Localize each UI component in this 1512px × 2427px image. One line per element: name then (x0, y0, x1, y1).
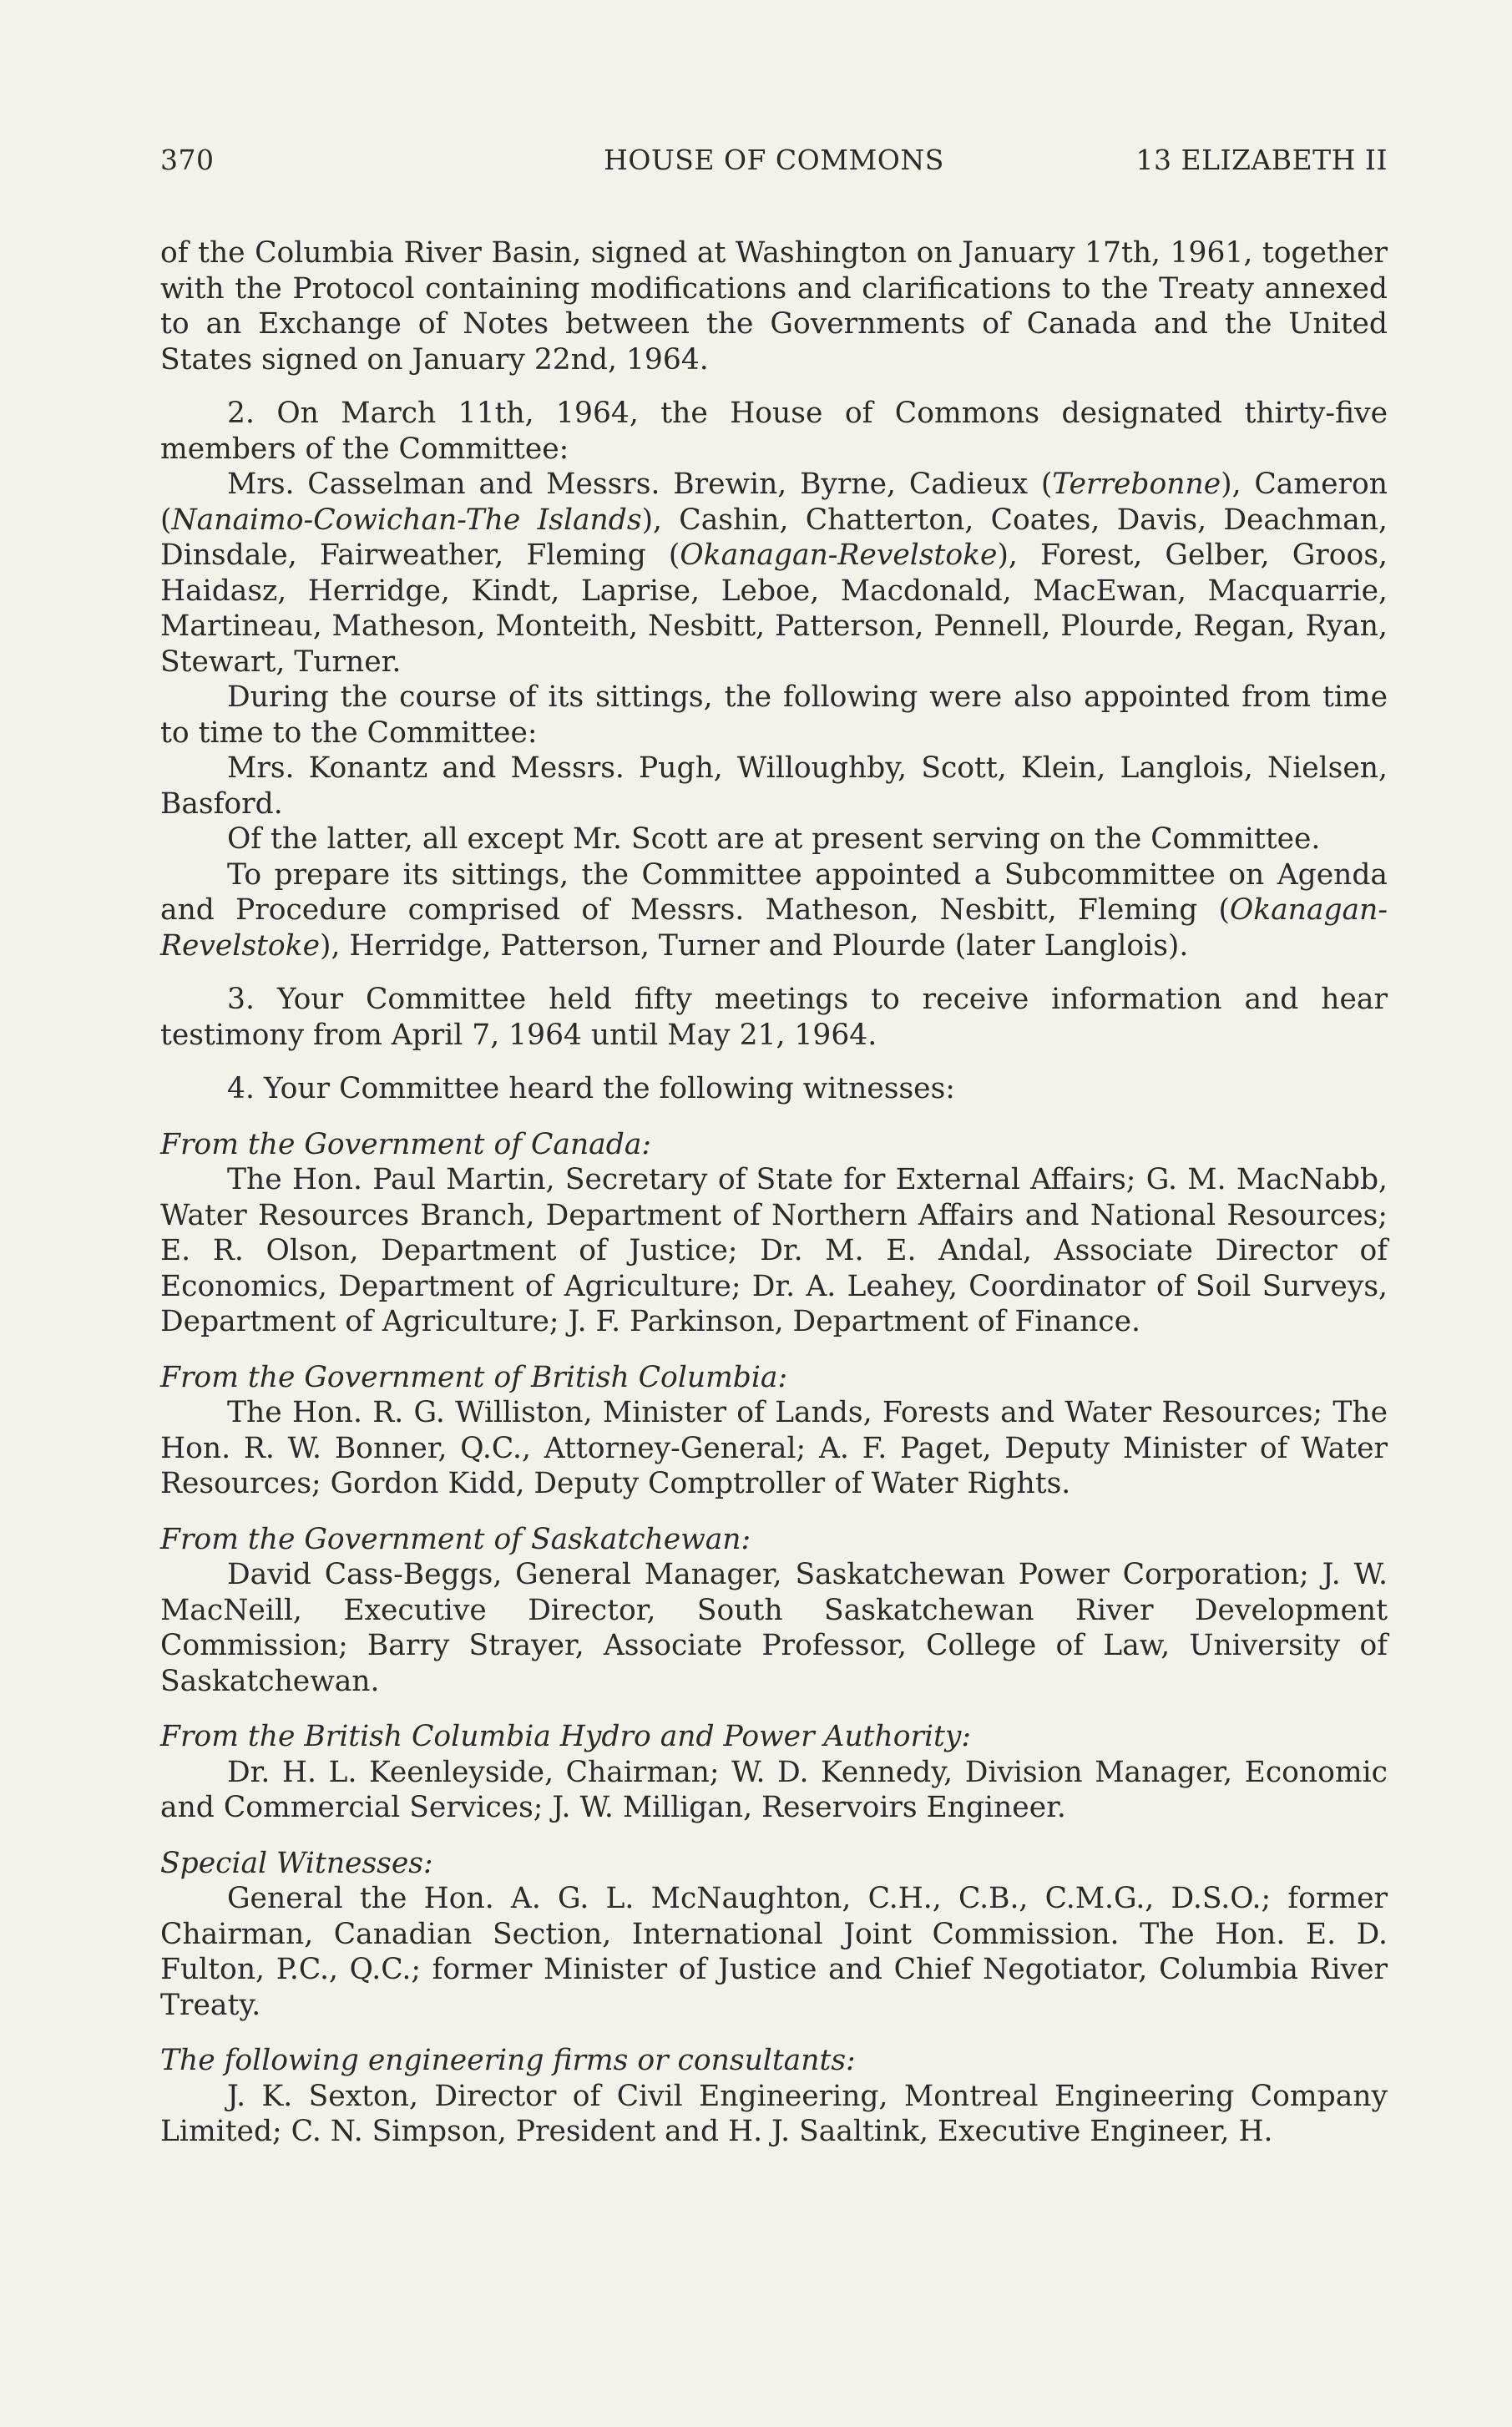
witness-list-special: General the Hon. A. G. L. McNaughton, C.H., C.B., C.M.G., D.S.O.; former Chairman, Canadian Section, International Joint Commission. The Hon. E. D. Fulton, P.C., Q.C.; former Minister of Justice and Chief Negotiator, Columbia River Treaty. (160, 1882, 1388, 2022)
committee-members (160, 467, 1388, 680)
riding-okanagan-2: Okanagan-Revelstoke (160, 893, 1388, 963)
paragraph-2: 2. On March 11th, 1964, the House of Commons designated thirty-five members of the Committee: (160, 397, 1388, 466)
paragraph-4: 4. Your Committee heard the following witnesses: (227, 1072, 955, 1105)
witness-heading-bc-hydro: From the British Columbia Hydro and Power Authority: (160, 1720, 972, 1753)
running-head (160, 144, 1388, 185)
witness-heading-engineering: The following engineering firms or consultants: (160, 2044, 856, 2077)
paragraph-3: 3. Your Committee held fifty meetings to receive information and hear testimony from April 7, 1964 until May 21, 1964. (160, 983, 1388, 1052)
page-title: HOUSE OF COMMONS (604, 144, 944, 176)
subcommittee-text-2: ), Herridge, Patterson, Turner and Plourde (later Langlois). (320, 928, 1189, 963)
witness-heading-saskatchewan: From the Government of Saskatchewan: (160, 1522, 751, 1556)
members-text-4: ), Forest, Gelber, Groos, Haidasz, Herridge, Kindt, Laprise, Leboe, Macdonald, MacEwan, Macquarrie, Martineau, Matheson, Monteith, Nesbitt, Patterson, Pennell, Plourde, Regan, Ryan, Stewart, Turner. (160, 538, 1388, 679)
witness-list-canada: The Hon. Paul Martin, Secretary of State for External Affairs; G. M. MacNabb, Water Resources Branch, Department of Northern Affairs and National Resources; E. R. Olson, Department of Justice; Dr. M. E. Andal, Associate Director of Economics, Department of Agriculture; Dr. A. Leahey, Coordinator of Soil Surveys, Department of Agriculture; J. F. Parkinson, Department of Finance. (160, 1163, 1388, 1338)
riding-okanagan: Okanagan-Revelstoke (680, 538, 998, 572)
page-number: 370 (160, 144, 215, 176)
witness-list-saskatchewan: David Cass-Beggs, General Manager, Saskatchewan Power Corporation; J. W. MacNeill, Executive Director, South Saskatchewan River Development Commission; Barry Strayer, Associate Professor, College of Law, University of Saskatchewan. (160, 1558, 1388, 1698)
members-text-3: ), Cashin, Chatterton, Coates, Davis, Deachman, Dinsdale, Fairweather, Fleming ( (160, 503, 1388, 572)
members-text-1: Mrs. Casselman and Messrs. Brewin, Byrne, Cadieux ( (227, 468, 1053, 501)
witness-list-bc: The Hon. R. G. Williston, Minister of Lands, Forests and Water Resources; The Hon. R. W. Bonner, Q.C., Attorney-General; A. F. Paget, Deputy Minister of Water Resources; Gordon Kidd, Deputy Comptroller of Water Rights. (160, 1396, 1388, 1500)
witness-list-bc-hydro: Dr. H. L. Keenleyside, Chairman; W. D. Kennedy, Division Manager, Economic and Commercial Services; J. W. Milligan, Reservoirs Engineer. (160, 1755, 1388, 1824)
latter-note: Of the latter, all except Mr. Scott are at present serving on the Committee. (227, 822, 1321, 856)
witness-heading-bc: From the Government of British Columbia: (160, 1360, 788, 1394)
additional-members: Mrs. Konantz and Messrs. Pugh, Willoughby, Scott, Klein, Langlois, Nielsen, Basford. (160, 751, 1388, 821)
witness-heading-special: Special Witnesses: (160, 1846, 433, 1880)
page-body (160, 235, 1388, 2150)
witness-heading-canada: From the Government of Canada: (160, 1127, 652, 1161)
riding-terrebonne: Terrebonne (1052, 468, 1221, 501)
during-sittings: During the course of its sittings, the following were also appointed from time to time to the Committee: (160, 680, 1388, 750)
riding-nanaimo: Nanaimo-Cowichan-The Islands (171, 503, 642, 537)
members-text-2: ), Cameron ( (160, 468, 1388, 537)
subcommittee-paragraph (160, 857, 1388, 964)
subcommittee-text-1: To prepare its sittings, the Committee appointed a Subcommittee on Agenda and Procedure comprised of Messrs. Matheson, Nesbitt, Fleming ( (160, 857, 1388, 927)
intro-paragraph: of the Columbia River Basin, signed at Washington on January 17th, 1961, together with the Protocol containing modifications and clarifications to the Treaty annexed to an Exchange of Notes between the Governments of Canada and the United States signed on January 22nd, 1964. (160, 236, 1388, 377)
witness-list-engineering: J. K. Sexton, Director of Civil Engineering, Montreal Engineering Company Limited; C. N. Simpson, President and H. J. Saaltink, Executive Engineer, H. (160, 2079, 1388, 2148)
session-label: 13 ELIZABETH II (1135, 144, 1388, 176)
